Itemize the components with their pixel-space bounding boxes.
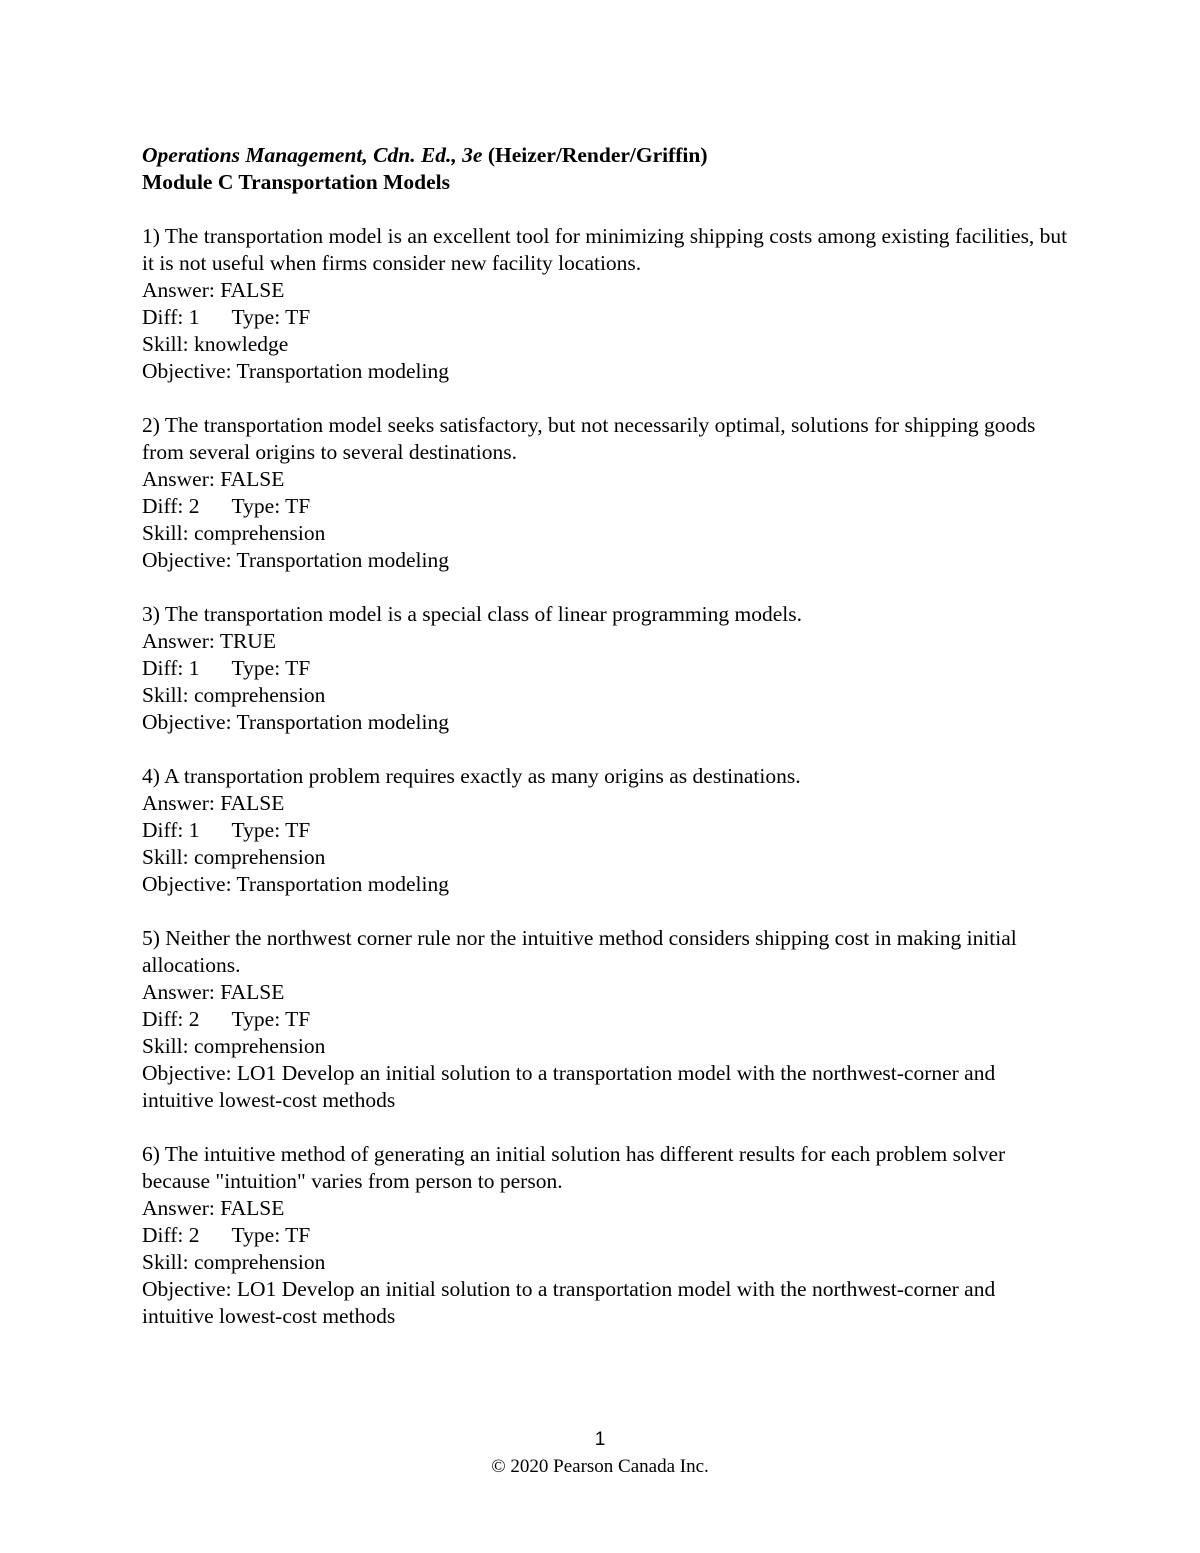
difficulty: Diff: 1: [142, 818, 200, 842]
question-body: The transportation model is a special class of linear programming models.: [164, 602, 802, 626]
question-text: [142, 601, 1072, 628]
question-text: [142, 925, 1072, 979]
objective-line: Objective: LO1 Develop an initial solution to a transportation model with the northwest-corner and intuitive lowest-cost methods: [142, 1061, 996, 1112]
book-title-line: [142, 142, 1072, 169]
question-body: A transportation problem requires exactly as many origins as destinations.: [164, 764, 801, 788]
diff-type-line: [142, 1006, 1072, 1033]
book-title: Operations Management, Cdn. Ed., 3e: [142, 143, 483, 167]
answer-line: Answer: FALSE: [142, 980, 285, 1004]
diff-type-line: [142, 655, 1072, 682]
question-type: Type: TF: [231, 818, 311, 842]
objective-line: Objective: Transportation modeling: [142, 359, 449, 383]
difficulty: Diff: 1: [142, 305, 200, 329]
diff-type-line: [142, 493, 1072, 520]
answer-line: Answer: FALSE: [142, 791, 285, 815]
skill-line: Skill: comprehension: [142, 845, 326, 869]
question-type: Type: TF: [231, 494, 311, 518]
question-type: Type: TF: [231, 305, 311, 329]
question-number: 3): [142, 602, 160, 626]
question-body: The intuitive method of generating an initial solution has different results for each problem solver because "intuition" varies from person to person.: [142, 1142, 1006, 1193]
objective-line: Objective: LO1 Develop an initial solution to a transportation model with the northwest-corner and intuitive lowest-cost methods: [142, 1277, 996, 1328]
answer-line: Answer: FALSE: [142, 278, 285, 302]
page-number: 1: [594, 1429, 606, 1450]
difficulty: Diff: 1: [142, 656, 200, 680]
objective-line: Objective: Transportation modeling: [142, 548, 449, 572]
answer-line: Answer: FALSE: [142, 1196, 285, 1220]
question-number: 4): [142, 764, 160, 788]
header-spacer: [142, 196, 1072, 223]
question-body: Neither the northwest corner rule nor the intuitive method considers shipping cost in making initial allocations.: [142, 926, 1017, 977]
diff-type-line: [142, 817, 1072, 844]
skill-line: Skill: knowledge: [142, 332, 289, 356]
difficulty: Diff: 2: [142, 1223, 200, 1247]
question-1: [142, 223, 1072, 385]
question-text: [142, 223, 1072, 277]
module-title: Module C Transportation Models: [142, 170, 450, 194]
document-content: [142, 142, 1072, 1357]
book-authors: (Heizer/Render/Griffin): [487, 143, 708, 167]
question-2: [142, 412, 1072, 574]
diff-type-line: [142, 304, 1072, 331]
question-4: [142, 763, 1072, 898]
question-type: Type: TF: [231, 656, 311, 680]
difficulty: Diff: 2: [142, 1007, 200, 1031]
question-type: Type: TF: [231, 1007, 311, 1031]
question-3: [142, 601, 1072, 736]
question-body: The transportation model is an excellent tool for minimizing shipping costs among existing facilities, but it is not useful when firms consider new facility locations.: [142, 224, 1068, 275]
copyright-notice: © 2020 Pearson Canada Inc.: [491, 1456, 709, 1477]
question-number: 1): [142, 224, 160, 248]
question-text: [142, 412, 1072, 466]
question-number: 5): [142, 926, 160, 950]
objective-line: Objective: Transportation modeling: [142, 710, 449, 734]
question-5: [142, 925, 1072, 1114]
objective-line: Objective: Transportation modeling: [142, 872, 449, 896]
answer-line: Answer: TRUE: [142, 629, 276, 653]
difficulty: Diff: 2: [142, 494, 200, 518]
skill-line: Skill: comprehension: [142, 521, 326, 545]
skill-line: Skill: comprehension: [142, 683, 326, 707]
question-body: The transportation model seeks satisfactory, but not necessarily optimal, solutions for shipping goods from several origins to several destinations.: [142, 413, 1036, 464]
question-text: [142, 763, 1072, 790]
question-text: [142, 1141, 1072, 1195]
question-number: 6): [142, 1142, 160, 1166]
diff-type-line: [142, 1222, 1072, 1249]
skill-line: Skill: comprehension: [142, 1250, 326, 1274]
question-number: 2): [142, 413, 160, 437]
question-6: [142, 1141, 1072, 1330]
skill-line: Skill: comprehension: [142, 1034, 326, 1058]
answer-line: Answer: FALSE: [142, 467, 285, 491]
question-type: Type: TF: [231, 1223, 311, 1247]
